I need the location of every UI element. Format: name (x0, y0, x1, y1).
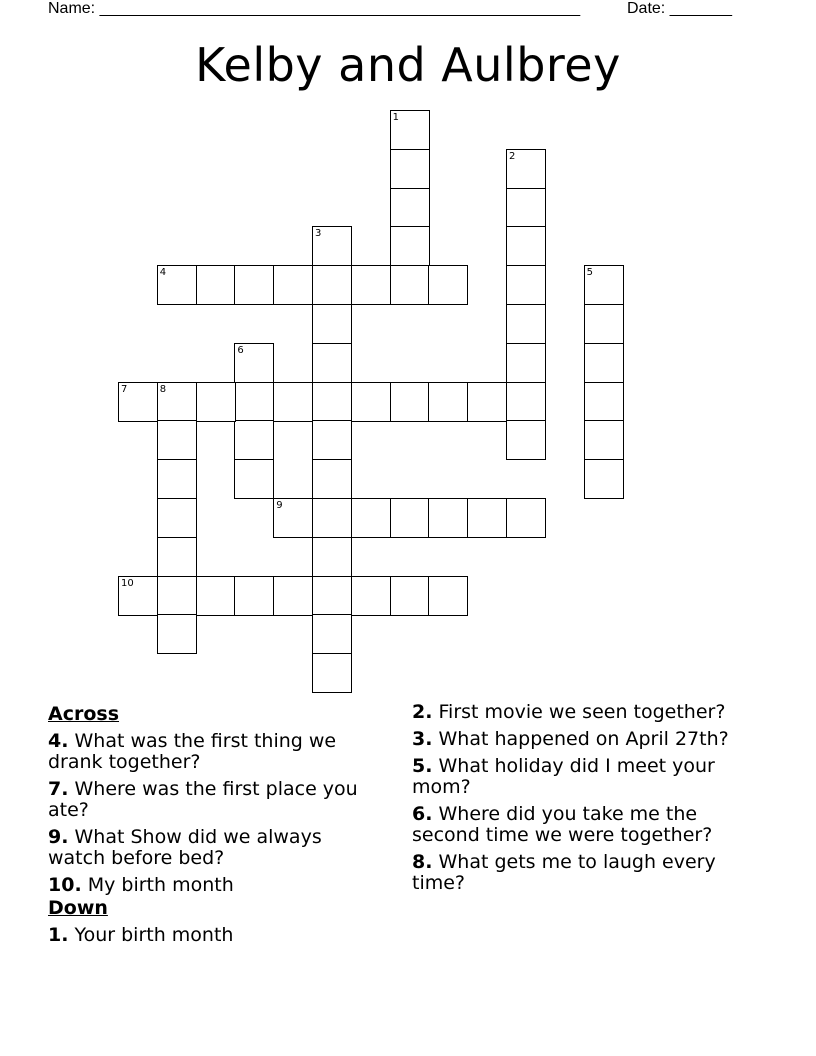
grid-cell[interactable] (157, 537, 197, 577)
cell-number: 6 (237, 344, 244, 356)
grid-cell[interactable] (506, 304, 546, 344)
grid-cell[interactable] (234, 459, 274, 499)
clue-across-9 (48, 827, 383, 869)
grid-cell[interactable] (234, 420, 274, 460)
grid-cell[interactable] (312, 420, 352, 460)
grid-cell[interactable] (118, 576, 158, 616)
clue-text: What happened on April 27th? (438, 728, 729, 750)
grid-cell[interactable] (196, 576, 236, 616)
grid-cell[interactable] (351, 576, 391, 616)
grid-cell[interactable] (584, 304, 624, 344)
grid-cell[interactable] (273, 265, 313, 305)
grid-cell[interactable] (273, 498, 313, 538)
grid-cell[interactable] (351, 382, 391, 422)
grid-cell[interactable] (506, 188, 546, 228)
grid-cell[interactable] (312, 614, 352, 654)
cell-number: 8 (159, 383, 167, 395)
grid-cell[interactable] (584, 265, 624, 305)
grid-cell[interactable] (234, 343, 274, 383)
grid-cell[interactable] (312, 653, 352, 693)
grid-cell[interactable] (506, 382, 546, 422)
cell-number: 3 (315, 228, 322, 240)
grid-cell[interactable] (351, 498, 391, 538)
clue-text: Where did you take me the second time we were together? (412, 803, 713, 846)
cell-number: 10 (121, 577, 134, 589)
clue-down-8 (412, 852, 752, 894)
grid-cell[interactable] (273, 382, 313, 422)
grid-cell[interactable] (312, 265, 352, 305)
down-heading: Down (48, 897, 108, 919)
clue-number: 7. (48, 778, 69, 800)
clue-number: 8. (412, 851, 433, 873)
clue-number: 6. (412, 803, 433, 825)
across-heading: Across (48, 703, 120, 725)
clue-number: 10. (48, 874, 82, 896)
grid-cell[interactable] (234, 576, 274, 616)
grid-cell[interactable] (157, 498, 197, 538)
clue-text: Your birth month (74, 924, 234, 946)
grid-cell[interactable] (312, 576, 352, 616)
grid-cell[interactable] (157, 265, 197, 305)
grid-cell[interactable] (157, 420, 197, 460)
grid-cell[interactable] (157, 459, 197, 499)
cell-number: 7 (121, 383, 128, 395)
grid-cell[interactable] (390, 382, 430, 422)
clue-number: 5. (412, 755, 433, 777)
clue-down-5 (412, 756, 752, 798)
grid-cell[interactable] (157, 614, 197, 654)
clue-number: 1. (48, 924, 69, 946)
grid-cell[interactable] (157, 576, 197, 616)
grid-cell[interactable] (351, 265, 391, 305)
grid-cell[interactable] (506, 265, 546, 305)
clue-across-10 (48, 875, 383, 896)
cell-number: 9 (276, 500, 283, 511)
clues-left-column (48, 702, 383, 952)
puzzle-title: Kelby and Aulbrey (195, 38, 621, 92)
clue-across-7 (48, 779, 383, 821)
name-field-line: Name: ______________________________________________________ (48, 0, 581, 17)
clue-number: 3. (412, 728, 433, 750)
grid-cell[interactable] (196, 265, 236, 305)
grid-cell[interactable] (312, 459, 352, 499)
grid-cell[interactable] (312, 382, 352, 422)
grid-cell[interactable] (506, 149, 546, 189)
grid-cell[interactable] (428, 576, 468, 616)
grid-cell[interactable] (467, 498, 507, 538)
grid-cell[interactable] (584, 382, 624, 422)
clues-right-column (412, 702, 752, 900)
grid-cell[interactable] (428, 265, 468, 305)
grid-cell[interactable] (428, 498, 468, 538)
clue-down-1 (48, 925, 383, 946)
cell-number: 4 (159, 267, 167, 279)
grid-cell[interactable] (467, 382, 507, 422)
clue-text: What was the first thing we drank together? (48, 730, 337, 773)
grid-cell[interactable] (428, 382, 468, 422)
date-field-line: Date: _______ (627, 0, 732, 17)
clue-across-4 (48, 731, 383, 773)
clue-number: 9. (48, 826, 69, 848)
grid-cell[interactable] (584, 459, 624, 499)
grid-cell[interactable] (234, 382, 274, 422)
grid-cell[interactable] (390, 498, 430, 538)
grid-cell[interactable] (506, 498, 546, 538)
clue-text: My birth month (87, 874, 234, 896)
grid-cell[interactable] (390, 110, 430, 150)
clue-down-6 (412, 804, 752, 846)
cell-number: 2 (509, 150, 516, 162)
cell-number: 1 (392, 112, 399, 123)
grid-cell[interactable] (506, 226, 546, 266)
grid-cell[interactable] (584, 420, 624, 460)
clue-text: What Show did we always watch before bed? (48, 826, 322, 869)
grid-cell[interactable] (273, 576, 313, 616)
grid-cell[interactable] (118, 382, 158, 422)
grid-cell[interactable] (312, 304, 352, 344)
grid-cell[interactable] (390, 188, 430, 228)
clue-down-2 (412, 702, 752, 723)
clue-number: 4. (48, 730, 69, 752)
clue-text: What gets me to laugh every time? (412, 851, 716, 894)
grid-cell[interactable] (312, 537, 352, 577)
grid-cell[interactable] (390, 265, 430, 305)
clue-text: Where was the first place you ate? (48, 778, 358, 821)
grid-cell[interactable] (312, 498, 352, 538)
cell-number: 5 (586, 267, 593, 279)
grid-cell[interactable] (506, 420, 546, 460)
grid-cell[interactable] (234, 265, 274, 305)
clue-number: 2. (412, 701, 433, 723)
clue-down-3 (412, 729, 752, 750)
grid-cell[interactable] (390, 149, 430, 189)
grid-cell[interactable] (196, 382, 236, 422)
grid-cell[interactable] (506, 343, 546, 383)
clue-text: What holiday did I meet your mom? (412, 755, 715, 798)
clue-text: First movie we seen together? (438, 701, 726, 723)
grid-cell[interactable] (157, 382, 197, 422)
grid-cell[interactable] (390, 226, 430, 266)
grid-cell[interactable] (312, 343, 352, 383)
grid-cell[interactable] (390, 576, 430, 616)
grid-cell[interactable] (584, 343, 624, 383)
grid-cell[interactable] (312, 226, 352, 266)
